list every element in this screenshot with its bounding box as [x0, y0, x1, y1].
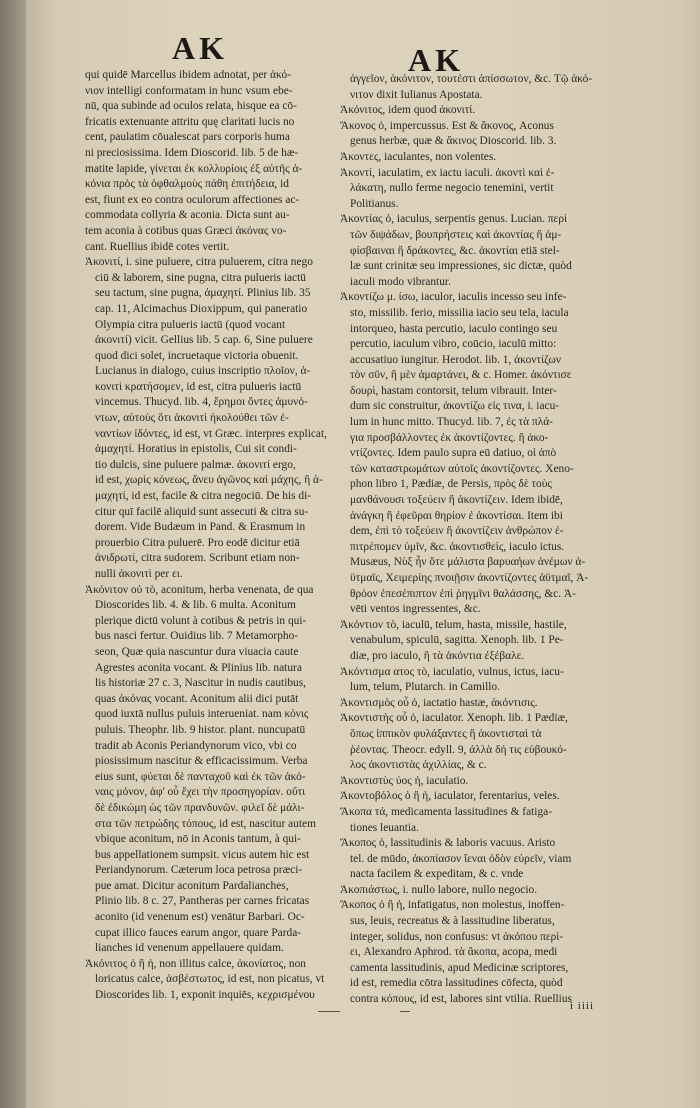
- text-line: μαχητί, id est, facile & citra negociū. De his di-: [95, 490, 312, 503]
- text-line: quas ἀκόνας vocant. Aconitum alii dici putāt: [95, 692, 299, 705]
- text-line: aconito (id venenum est) venātur Barbari. Oc-: [95, 911, 305, 924]
- entry-headword-line: Ἀκοντες, iaculantes, non volentes.: [340, 150, 497, 163]
- entry-headword-line: Ἀκόντιον τὸ, iaculū, telum, hasta, missile, hastile,: [340, 618, 567, 631]
- text-line: nacta facilem & expeditam, & c. vnde: [350, 868, 524, 881]
- text-line: prouerbio Citra puluerē. Pro eodē dicitur etiā: [95, 536, 300, 549]
- text-line: Agrestes aconita vocant. & Plinius lib. natura: [95, 661, 302, 674]
- text-line: λος ἀκοντιστὰς ἀχιλλίας, & c.: [350, 759, 487, 772]
- text-line: quod dici solet, incruetaque victoria obuenit.: [95, 349, 299, 362]
- text-line: puluis. Theophr. lib. 9 histor. plant. nuncupatū: [95, 723, 306, 736]
- text-line: ναντίων ἰδόντες, id est, vt Græc. interpres explicat,: [95, 427, 327, 440]
- text-line: læ sunt crinitæ seu impressiones, sic dictæ, quòd: [350, 260, 572, 273]
- text-line: ciū & laborem, sine pugna, citra pulueris iactū: [95, 271, 306, 284]
- text-line: ἀγγεῖον, ἀκόνιτον, τουτέστι ἀπίσσωτον, &c. Τῷ ἀκό-: [350, 73, 593, 85]
- text-line: est, fiunt ex eo contra oculorum affectiones ac-: [85, 193, 300, 206]
- text-line: Periandynorum. Cæterum loca petrosa præci-: [95, 864, 303, 877]
- text-line: τὸν σῦν, ἢ μὲν ἁμαρτάνει, & c. Homer. ἀκόντισε: [350, 369, 572, 382]
- text-line: quod iuxtā nullus puluis interueniat. nam κόνις: [95, 708, 309, 721]
- text-line: tiones leuantia.: [350, 821, 419, 834]
- text-line: dorem. Vide Budæum in Pand. & Erasmum in: [95, 521, 306, 534]
- entry-headword-line: Ἀκοντιστὺς ύος ἡ, iaculatio.: [340, 774, 469, 787]
- text-line: ni preciosissima. Idem Dioscorid. lib. 5 de hæ-: [85, 146, 299, 159]
- entry-headword-line: Ἀκονιτί, i. sine puluere, citra puluerem, citra nego: [85, 256, 313, 269]
- text-line: plerique dictū volunt à cotibus & petris in qui-: [95, 614, 307, 627]
- right-column: [340, 72, 652, 1008]
- text-line: lum, telum, Plutarch. in Camillo.: [350, 681, 500, 694]
- text-line: venabulum, spiculū, sagitta. Xenoph. lib. 1 Pe-: [350, 634, 564, 647]
- text-line: φίσβαιναι ἢ δράκοντες, &c. ἀκοντίαι etiā stel-: [350, 244, 560, 257]
- entry-headword-line: Ἀκόνιτος, idem quod ἀκονιτί.: [340, 104, 476, 117]
- text-line: integer, solidus, non confusus: vt ἀκόπου περὶ-: [350, 930, 564, 943]
- text-line: τῶν καταστρωμάτων αὐτοῖς ἀκοντίζοντες. Xeno-: [350, 462, 574, 475]
- text-line: fricatis extenuante attritu quę claritati lucis no: [85, 115, 295, 128]
- entry-headword-line: Ἀκοντισμὸς οὗ ὁ, iactatio hastæ, ἀκόντισις.: [340, 696, 538, 709]
- text-line: ντίζοντες. Idem paulo supra eū datiuo, οἱ ἀπὸ: [350, 447, 557, 460]
- text-line: commodata collyria & aconia. Dicta sunt au-: [85, 209, 290, 222]
- text-line: contra κόπους, id est, labores sint vtilia. Ruellius: [350, 993, 572, 1006]
- text-line: νιον intelligi conformatam in hunc vsum ebe-: [85, 84, 293, 97]
- text-line: pue amat. Dicitur aconitum Pardalianches,: [95, 879, 289, 892]
- text-line: dem, ἐπὶ τὸ τοξεύειν ἢ ἀκοντίζειν ἀνθρώπον ἐ-: [350, 525, 564, 538]
- text-line: phon libro 1, Pædiæ, de Persis, πρὸς δὲ τοὺς: [350, 478, 552, 491]
- text-line: cent, paulatim cōualescat pars corporis huma: [85, 131, 290, 144]
- text-line: Dioscorides lib. 4. & lib. 6 multa. Aconitum: [95, 599, 296, 612]
- text-line: cupat illico fauces earum angor, quare Parda-: [95, 926, 302, 939]
- text-line: ῥέοντας. Theocr. edyll. 9, ἀλλὰ δή τις εὐβουκό-: [350, 743, 567, 756]
- text-line: ὅπως ἱππικὸν φυλάξαντες ἢ ἀκοντισταὶ τὰ: [350, 727, 542, 740]
- text-line: vincemus. Thucyd. lib. 4, ἔρημοι ὄντες ἀμυνό-: [95, 396, 308, 409]
- text-line: Politianus.: [350, 197, 399, 210]
- text-line: cant. Ruellius ibidē cotes vertit.: [85, 240, 230, 253]
- text-line: sto, missilib. ferio, missilia iacio seu tela, iacula: [350, 306, 569, 319]
- text-line: nū, qua subinde ad oculos relata, hisque ea cō-: [85, 100, 297, 113]
- signature-mark: i iiii: [570, 1000, 595, 1012]
- text-line: lum in hunc mitto. Thucyd. lib. 7, ἐς τὰ πλά-: [350, 416, 553, 429]
- text-line: Lucianus in dialogo, cuius inscriptio πλοῖον, ἀ-: [95, 365, 311, 378]
- text-line: τῶν διψάδων, βουπρήστεις καὶ ἀκοντίας ἢ ἀμ-: [350, 228, 562, 241]
- text-line: intorqueo, hasta percutio, iaculo contingo seu: [350, 322, 558, 335]
- text-line: lianches id venenum appellauere quidam.: [95, 942, 284, 955]
- text-line: για προσβάλλοντες ἐκ ἀκοντίζοντες. ἢ ἀκο-: [350, 431, 549, 444]
- footer-rule: [400, 1011, 410, 1012]
- text-line: diæ, pro iaculo, ἢ τὰ ἀκόντια ἐξέβαλε.: [350, 649, 525, 662]
- text-line: δὲ ἐδικώμη ὡς τῶν πρανδυνῶν. φιλεῖ δὲ μάλι-: [95, 801, 305, 814]
- text-line: ἀνιδρωτί, citra sudorem. Scribunt etiam non-: [95, 552, 300, 565]
- text-line: cap. 11, Alcimachus Dioxippum, qui paneratio: [95, 302, 308, 315]
- text-line: tradit ab Aconis Periandynorum vico, vbi co: [95, 739, 297, 752]
- text-line: vēti ventos ingressentes, &c.: [350, 603, 481, 616]
- text-line: θρόον ἐπεσέπιπτον ἐπὶ ῥηγμῖνι θαλάσσης, &c. Ἀ-: [350, 587, 576, 600]
- text-line: tel. de mūdo, ἀκοπίασον ἴεναι ὁδὸν εὑρεῖν, viam: [350, 852, 572, 865]
- running-head-left: AK: [172, 30, 228, 66]
- text-line: Olympia citra pulueris iactū (quod vocant: [95, 318, 286, 331]
- entry-headword-line: Ἀκοντιστὴς οὗ ὁ, iaculator. Xenoph. lib. 1 Pædiæ,: [340, 712, 568, 725]
- entry-headword-line: Ἄκοπος ὁ ἢ ἡ, infatigatus, non molestus, inoffen-: [340, 899, 565, 912]
- text-line: piosissimum nascitur & efficacissimum. Verba: [95, 755, 308, 768]
- text-line: Plinio lib. 8 c. 27, Pantheras per carnes fricatas: [95, 895, 310, 908]
- text-line: dum sic construitur, ἀκοντίζω εἰς τινα, i. iacu-: [350, 400, 560, 413]
- left-column: [85, 68, 330, 1004]
- text-line: genus herbæ, quæ & ἄκινος Dioscorid. lib. 3.: [350, 135, 557, 148]
- entry-headword-line: Ἀκοπιάστως, i. nullo labore, nullo negocio.: [340, 883, 538, 896]
- entry-headword-line: Ἄκονος ὁ, impercussus. Est & ἄκονος, Aconus: [340, 119, 554, 132]
- text-line: Dioscorides lib. 1, exponit inquiēs, κεχρισμένου: [95, 989, 315, 1002]
- text-line: Musæus, Νὺξ ἦν ὅτε μάλιστα βαρυαήων ἀνέμων ἀ-: [350, 556, 586, 569]
- entry-headword-line: Ἀκόνιτος ὁ ἢ ἡ, non illitus calce, ἀκονίατος, non: [85, 957, 306, 970]
- text-line: tem aconia à cotibus quas Græci ἀκόνας vo-: [85, 224, 287, 237]
- text-line: ἀνάγκη ἢ ἐφεῦραι θηρίον ἐ ἀκοντίσαι. Item ibi: [350, 509, 563, 522]
- text-line: νιτον dixit Iulianus Apostata.: [350, 88, 483, 101]
- text-line: sus, leuis, recreatus & à lassitudine liberatus,: [350, 915, 555, 928]
- text-line: percutio, iaculum vibro, coūcio, iaculū mitto:: [350, 338, 557, 351]
- text-line: id est, remedia cōtra lassitudines cōfecta, quòd: [350, 977, 563, 990]
- text-line: κόνια πρὸς τὰ ὀφθαλμοὺς πάθη ἐπιτήδεια, id: [85, 178, 289, 191]
- text-line: lis historiæ 27 c. 3, Nascitur in nudis cautibus,: [95, 677, 307, 690]
- entry-headword-line: Ἀκόντισμα ατος τὸ, iaculatio, vulnus, ictus, iacu-: [340, 665, 564, 678]
- text-line: δουρὶ, hastam contorsit, telum vibrauit. Inter-: [350, 384, 557, 397]
- text-line: μανθάνουσι τοξεύειν ἢ ἀκοντίζειν. Idem ibidē,: [350, 494, 563, 507]
- text-line: ντων, αὐτοὺς ὅτι ἀκονιτὶ ἠκολούθει τῶν ἐ-: [95, 412, 289, 425]
- text-line: seu tactum, sine pugna, ἀμαχητί. Plinius lib. 35: [95, 287, 311, 300]
- entry-headword-line: Ἄκοπα τά, medicamenta lassitudines & fatiga-: [340, 805, 553, 818]
- entry-headword-line: Ἀκοντί, iaculatim, ex iactu iaculi. ἀκοντὶ καὶ ἐ-: [340, 166, 555, 179]
- text-line: λάκατη, nullo ferme negocio tenemini, vertit: [350, 182, 554, 195]
- text-line: id est, χωρὶς κόνεως, ἄνευ ἀγῶνος καὶ μάχης, ἢ ἀ-: [95, 474, 323, 487]
- text-line: στα τῶν πετρώδης τόπους, id est, nascitur autem: [95, 817, 316, 830]
- text-line: qui quidē Marcellus ibidem adnotat, per ἀκό-: [85, 69, 291, 81]
- text-line: citur quī facilē aliquid sunt assecuti & citra su-: [95, 505, 309, 518]
- text-line: vbique aconitum, nō in Aconis tantum, à qui-: [95, 833, 301, 846]
- text-line: πιτρέπομεν ὑμῖν, &c. ἀκοντισθεὶς, iaculo ictus.: [350, 540, 565, 553]
- text-line: accusatiuo iungitur. Herodot. lib. 1, ἀκοντίζων: [350, 353, 562, 366]
- entry-headword-line: Ἀκόνιτον οὐ τὸ, aconitum, herba venenata, de qua: [85, 583, 314, 596]
- text-line: nulli ἀκονιτὶ per ει.: [95, 568, 183, 580]
- text-line: bus nasci fertur. Ouidius lib. 7 Metamorpho-: [95, 630, 299, 643]
- footer-rule: [318, 1011, 340, 1012]
- text-line: camenta lassitudinis, apud Medicinæ scriptores,: [350, 961, 569, 974]
- text-line: seon, Quæ quia nascuntur dura viuacia caute: [95, 645, 299, 658]
- entry-headword-line: Ἀκοντίας ὁ, iaculus, serpentis genus. Lucian. περὶ: [340, 213, 568, 226]
- text-line: matite lapide, γίνεται ἐκ κολλυρίοις ἐξ αὐτῆς ἀ-: [85, 162, 303, 175]
- text-line: ἀκονιτί) vicit. Gellius lib. 5 cap. 6, Sine puluere: [95, 334, 313, 347]
- binding-gutter: [0, 0, 26, 1108]
- text-line: κονιτὶ κρατήσομεν, id est, citra pulueris iactū: [95, 380, 302, 393]
- text-line: ϋτμαῖς, Χειμερίης πνοιῇσιν ἀκοντίζοντες ἀϋτμαῖ, Ἀ-: [350, 572, 589, 584]
- running-head-right: AK: [408, 42, 464, 78]
- text-line: ἀμαχητί. Horatius in epistolis, Cui sit condi-: [95, 443, 297, 456]
- text-line: eius sunt, φύεται δὲ πανταχοῦ καὶ ἐκ τῶν ἀκό-: [95, 770, 306, 783]
- entry-headword-line: Ἄκοπος ὁ, lassitudinis & laboris vacuus. Aristo: [340, 837, 556, 850]
- text-line: tio dulcis, sine puluere palmæ. ἀκονιτί ergo,: [95, 458, 296, 471]
- text-line: bus appellationem sumpsit. vicus autem hic est: [95, 848, 310, 861]
- text-line: ναις μόνον, ἀφ' οὗ ἔχει τὴν προσηγορίαν. οὔτι: [95, 786, 306, 799]
- text-line: ει, Alexandro Aphrod. τὰ ἄκοπα, acopa, medi: [350, 946, 558, 959]
- entry-headword-line: Ἀκοντίζω μ. ίσω, iaculor, iaculis incesso seu infe-: [340, 291, 567, 304]
- text-line: loricatus calce, ἀσβέστωτος, id est, non picatus, vt: [95, 973, 325, 986]
- entry-headword-line: Ἀκοντοβόλος ὁ ἢ ἡ, iaculator, ferentarius, veles.: [340, 790, 560, 803]
- text-line: iaculi modo vibrantur.: [350, 275, 451, 288]
